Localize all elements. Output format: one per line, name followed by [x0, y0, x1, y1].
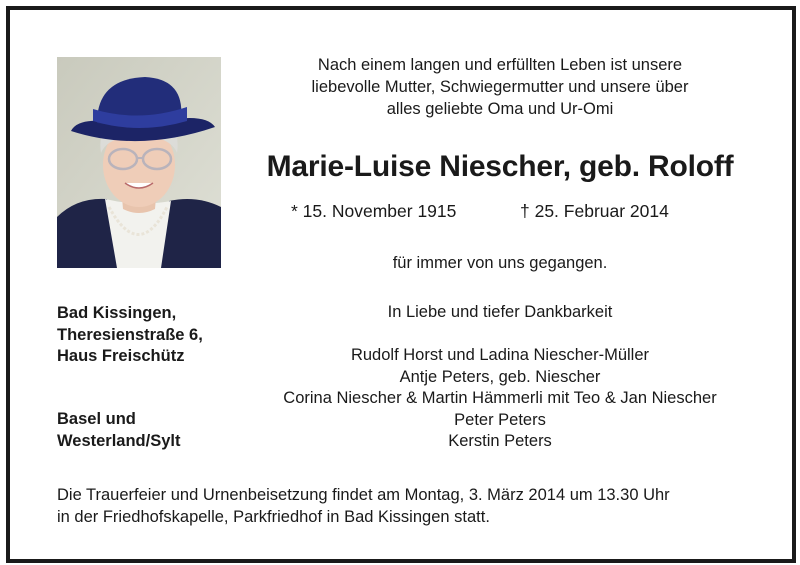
portrait-photo: [57, 57, 221, 268]
death-date: † 25. Februar 2014: [520, 201, 669, 221]
ceremony-line: in der Friedhofskapelle, Parkfriedhof in Bad Kissingen statt.: [57, 508, 490, 526]
mourners-block: [240, 302, 760, 453]
place-group-basel: [57, 409, 180, 452]
intro-line: Nach einem langen und erfüllten Leben ist unsere: [317, 56, 683, 74]
place-line: Theresienstraße 6,: [57, 325, 203, 344]
place-line: Haus Freischütz: [57, 347, 185, 365]
mourner-line: Kerstin Peters: [448, 432, 552, 450]
intro-text: [260, 54, 740, 120]
spacer: [240, 324, 760, 346]
place-line: Basel und: [57, 410, 136, 428]
ceremony-line: Die Trauerfeier und Urnenbeisetzung findet am Montag, 3. März 2014 um 13.30 Uhr: [57, 486, 670, 504]
place-line: Bad Kissingen,: [57, 304, 177, 322]
intro-line: liebevolle Mutter, Schwiegermutter und unsere über: [311, 78, 689, 96]
mourners-heading: In Liebe und tiefer Dankbarkeit: [387, 303, 613, 321]
place-line: Westerland/Sylt: [57, 431, 181, 450]
place-group-bad-kissingen: [57, 303, 203, 368]
birth-date: * 15. November 1915: [291, 201, 457, 221]
mourner-line: Antje Peters, geb. Niescher: [399, 367, 601, 386]
intro-line: alles geliebte Oma und Ur-Omi: [386, 100, 614, 118]
mourner-line: Corina Niescher & Martin Hämmerli mit Teo & Jan Niescher: [283, 389, 717, 407]
mourner-line: Rudolf Horst und Ladina Niescher-Müller: [350, 346, 650, 364]
mourner-line: Peter Peters: [454, 410, 546, 429]
ceremony-info: [57, 484, 670, 528]
closing-line: für immer von uns gegangen.: [392, 254, 608, 272]
deceased-name: Marie-Luise Niescher, geb. Roloff: [266, 150, 734, 183]
